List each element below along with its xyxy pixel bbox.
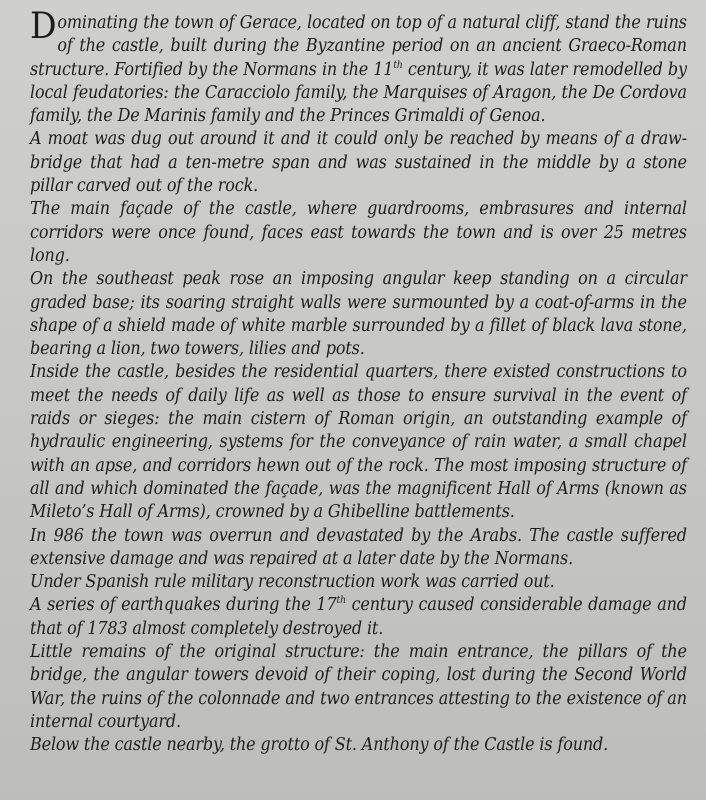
paragraph-earthquakes xyxy=(30,594,687,641)
paragraph-moat xyxy=(30,128,687,198)
paragraph-arabs xyxy=(30,525,687,572)
paragraph-remains xyxy=(30,641,687,734)
drop-cap: D xyxy=(30,6,57,47)
paragraph-facade xyxy=(30,198,687,268)
paragraph-text: In 986 the town was overrun and devastated by the Arabs. The castle suffered extensive damage and was repaired at a later date by the Normans. xyxy=(30,525,687,569)
paragraph-keep xyxy=(30,268,687,361)
paragraph-text: ominating the town of Gerace, located on top of a natural cliff, stand the ruins of the castle, built during the Byzantine period on an ancient Graeco-Roman structure. Fortified by the Normans in the 11th century, it was later remodelled by local feudatories: the Caracciolo family, the Marquises of Aragon, the De Cordova family, the De Marinis family and the Princes Grimaldi of Genoa. xyxy=(30,13,687,127)
paragraph-text: Below the castle nearby, the grotto of St. Anthony of the Castle is found. xyxy=(30,735,609,756)
paragraph-text: Inside the castle, besides the residential quarters, there existed constructions to meet the needs of daily life as well as those to ensure survival in the event of raids or sieges: the main cistern of Roman origin, an outstanding example of hydraulic engineering, systems for the conveyance of rain water, a small chapel with an apse, and corridors hewn out of the rock. The most imposing structure of all and which dominated the façade, was the magnificent Hall of Arms (known as Mileto’s Hall of Arms), crowned by a Ghibelline battlements. xyxy=(30,362,687,523)
paragraph-text: The main façade of the castle, where guardrooms, embrasures and internal corridors were once found, faces east towards the town and is over 25 metres long. xyxy=(30,199,687,266)
paragraph-text: A series of earthquakes during the 17th century caused considerable damage and that of 1783 almost completely destroyed it. xyxy=(30,595,687,639)
paragraph-spanish-rule xyxy=(30,571,687,594)
paragraph-history xyxy=(30,6,687,128)
paragraph-text: A moat was dug out around it and it could only be reached by means of a draw-bridge that had a ten-metre span and was sustained in the middle by a stone pillar carved out of the rock. xyxy=(30,129,687,197)
paragraph-text: Little remains of the original structure: the main entrance, the pillars of the bridge, the angular towers devoid of their coping, lost during the Second World War, the ruins of the colonnade and two entrances attesting to the existence of an internal courtyard. xyxy=(30,642,687,732)
paragraph-text: Under Spanish rule military reconstruction work was carried out. xyxy=(30,572,555,593)
paragraph-text: On the southeast peak rose an imposing angular keep standing on a circular graded base; its soaring straight walls were surmounted by a coat-of-arms in the shape of a shield made of white marble surrounded by a fillet of black lava stone, bearing a lion, two towers, lilies and pots. xyxy=(30,269,687,360)
paragraph-interior xyxy=(30,361,687,524)
paragraph-grotto xyxy=(30,734,687,757)
